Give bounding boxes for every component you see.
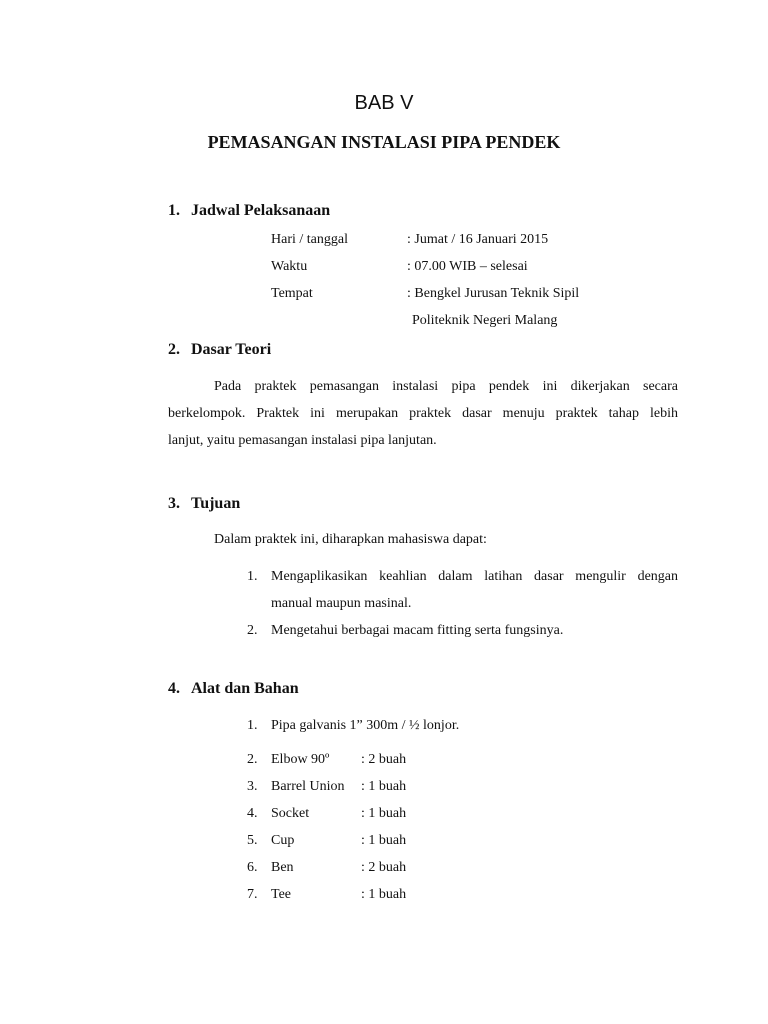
item-quantity: : 1 buah [361, 806, 407, 821]
item-name: Tee [271, 887, 292, 902]
theory-paragraph [168, 373, 678, 454]
list-item [247, 827, 678, 854]
item-name: Socket [271, 806, 310, 821]
schedule-value-time: : 07.00 WIB – selesai [407, 259, 528, 274]
list-item-number: 6. [247, 860, 258, 875]
list-item [247, 563, 678, 617]
list-item-number: 2. [247, 623, 258, 638]
item-quantity: : 2 buah [361, 860, 407, 875]
item-quantity: : 1 buah [361, 779, 407, 794]
item-quantity: : 1 buah [361, 833, 407, 848]
list-item [247, 617, 678, 644]
list-item-number: 2. [247, 752, 258, 767]
section-3-heading [168, 495, 240, 513]
list-item-text: Pipa galvanis 1” 300m / ½ lonjor. [271, 718, 460, 733]
list-item-number: 3. [247, 779, 258, 794]
list-item-text: Mengaplikasikan keahlian dalam latihan dasar mengulir dengan [271, 569, 678, 584]
item-quantity: : 1 buah [361, 887, 407, 902]
item-name: Barrel Union [271, 779, 345, 794]
list-item-number: 5. [247, 833, 258, 848]
list-item-number: 4. [247, 806, 258, 821]
list-item [247, 773, 678, 800]
list-item-number: 7. [247, 887, 258, 902]
list-item [247, 746, 678, 773]
section-4-title: Alat dan Bahan [191, 680, 299, 697]
list-item [247, 712, 678, 739]
schedule-value-day: : Jumat / 16 Januari 2015 [407, 232, 549, 247]
item-quantity: : 2 buah [361, 752, 407, 767]
section-1-title: Jadwal Pelaksanaan [191, 202, 331, 219]
schedule-label-place: Tempat [271, 286, 313, 301]
list-item [247, 854, 678, 881]
section-1-number: 1. [168, 202, 180, 219]
schedule-label-day: Hari / tanggal [271, 232, 348, 247]
list-item [247, 800, 678, 827]
objectives-intro: Dalam praktek ini, diharapkan mahasiswa dapat: [214, 532, 487, 547]
list-item-number: 1. [247, 718, 258, 733]
list-item-text: Mengetahui berbagai macam fitting serta fungsinya. [271, 623, 564, 638]
list-item-text-continued: manual maupun masinal. [271, 596, 412, 611]
schedule-label-time: Waktu [271, 259, 308, 274]
section-1-heading [168, 202, 330, 220]
item-name: Ben [271, 860, 294, 875]
paragraph-line: lanjut, yaitu pemasangan instalasi pipa lanjutan. [168, 433, 437, 448]
chapter-heading: BAB V [354, 92, 414, 114]
list-item-number: 1. [247, 569, 258, 584]
section-2-number: 2. [168, 341, 180, 358]
section-4-heading [168, 680, 299, 698]
schedule-value-place-continued: Politeknik Negeri Malang [412, 313, 558, 328]
item-name: Cup [271, 833, 295, 848]
document-title: PEMASANGAN INSTALASI PIPA PENDEK [207, 132, 561, 152]
schedule-value-place: : Bengkel Jurusan Teknik Sipil [407, 286, 580, 301]
section-2-title: Dasar Teori [191, 341, 272, 358]
paragraph-line: Pada praktek pemasangan instalasi pipa pendek ini dikerjakan secara [214, 379, 678, 394]
section-3-title: Tujuan [191, 495, 241, 512]
section-3-number: 3. [168, 495, 180, 512]
item-name: Elbow 90º [271, 752, 330, 767]
paragraph-line: berkelompok. Praktek ini merupakan praktek dasar menuju praktek tahap lebih [168, 406, 678, 421]
section-2-heading [168, 341, 271, 359]
list-item [247, 881, 678, 908]
section-4-number: 4. [168, 680, 180, 697]
